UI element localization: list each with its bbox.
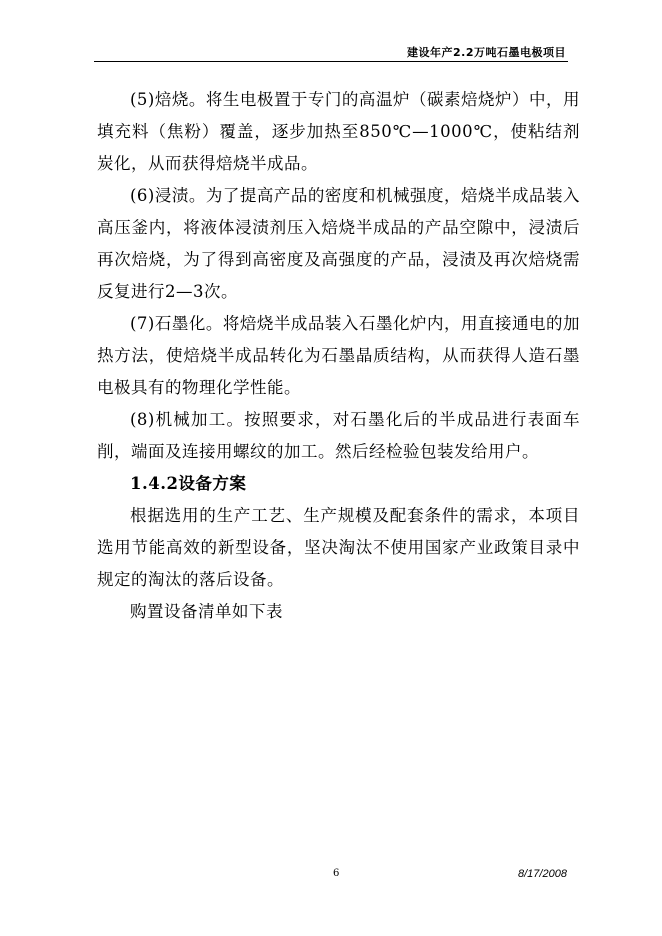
paragraph-machining: (8)机械加工。按照要求，对石墨化后的半成品进行表面车削，端面及连接用螺纹的加工。然后经检验包装发给用户。 — [97, 410, 580, 461]
page-number: 6 — [333, 868, 340, 879]
footer-date: 8/17/2008 — [518, 868, 567, 880]
paragraph-equipment-list-intro: 购置设备清单如下表 — [130, 602, 283, 621]
paragraph-graphitization: (7)石墨化。将焙烧半成品装入石墨化炉内，用直接通电的加热方法，使焙烧半成品转化为石墨晶质结构，从而获得人造石墨电极具有的物理化学性能。 — [97, 314, 580, 397]
page-body — [97, 84, 580, 628]
header-divider — [94, 61, 568, 62]
paragraph-roasting: (5)焙烧。将生电极置于专门的高温炉（碳素焙烧炉）中，用填充料（焦粉）覆盖，逐步加热至850℃—1000℃，使粘结剂炭化，从而获得焙烧半成品。 — [97, 90, 580, 173]
section-heading: 1.4.2设备方案 — [130, 474, 247, 493]
paragraph-equipment-plan: 根据选用的生产工艺、生产规模及配套条件的需求，本项目选用节能高效的新型设备，坚决淘汰不使用国家产业政策目录中规定的淘汰的落后设备。 — [97, 506, 580, 589]
paragraph-impregnation: (6)浸渍。为了提高产品的密度和机械强度，焙烧半成品装入高压釜内，将液体浸渍剂压入焙烧半成品的产品空隙中，浸渍后再次焙烧，为了得到高密度及高强度的产品，浸渍及再次焙烧需反复进行2—3次。 — [97, 186, 580, 301]
document-header: 建设年产2.2万吨石墨电极项目 — [407, 46, 566, 59]
